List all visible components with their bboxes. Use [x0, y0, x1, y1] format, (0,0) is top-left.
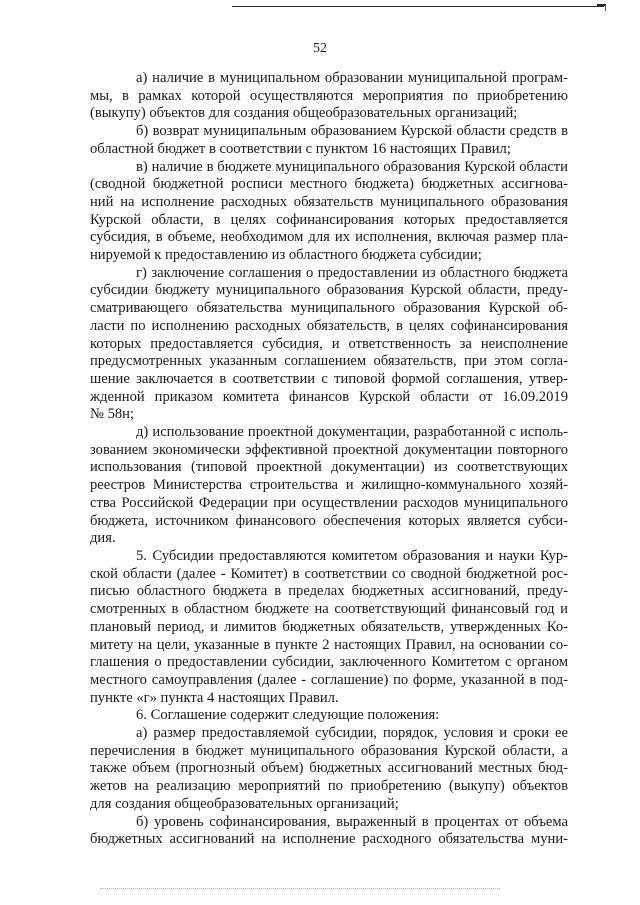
text-line: смотренных в областном бюджете на соответствующий финансовый год и: [90, 601, 568, 618]
text-line: д) использование проектной документации, разработанной с исполь-: [136, 424, 568, 441]
top-rule: [232, 6, 604, 7]
text-line: нируемой к предоставлению из областного бюджета субсидии;: [90, 247, 482, 264]
text-line: б) уровень софинансирования, выраженный в процентах от объема: [136, 813, 568, 830]
text-line: плановый период, и лимитов бюджетных обязательств, утвержденных Ко-: [90, 618, 568, 635]
text-line: зованием экономически эффективной проектной документации повторного: [90, 441, 568, 458]
text-line: г) заключение соглашения о предоставлении из областного бюджета: [136, 264, 568, 281]
text-line: бюджета, источником финансового обеспечения которых является субси-: [90, 512, 568, 529]
text-line: ласти по исполнению расходных обязательств, в целях софинансирования: [90, 317, 568, 334]
text-line: писью областного бюджета в пределах бюджетных ассигнований, преду-: [90, 583, 568, 600]
text-line: № 58н;: [90, 406, 135, 423]
text-line: использования (типовой проектной документации) из соответствующих: [90, 459, 568, 476]
text-line: местного самоуправления (далее - соглашение) по форме, указанной в под-: [90, 671, 568, 688]
text-line: мы, в рамках которой осуществляются мероприятия по приобретению: [90, 87, 568, 104]
text-line: перечисления в бюджет муниципального образования Курской области, а: [90, 742, 568, 759]
document-body: [90, 70, 568, 849]
text-line: для создания общеобразовательных организаций;: [90, 795, 399, 812]
text-line: сматривающего обязательства муниципального образования Курской об-: [90, 300, 568, 317]
text-line: в) наличие в бюджете муниципального образования Курской области: [136, 158, 568, 175]
text-line: шение заключается в соответствии с типовой формой соглашения, утвер-: [90, 370, 568, 387]
text-line: реестров Министерства строительства и жилищно-коммунального хозяй-: [90, 477, 568, 494]
text-line: а) размер предоставляемой субсидии, порядок, условия и сроки ее: [136, 725, 568, 742]
text-line: пункте «г» пункта 4 настоящих Правил.: [90, 689, 339, 706]
scan-artifact-line: [100, 888, 500, 893]
text-line: (сводной бюджетной росписи местного бюджета) бюджетных ассигнова-: [90, 176, 568, 193]
text-line: ства Российской Федерации при осуществлении расходов муниципального: [90, 494, 568, 511]
top-rule-end: [597, 4, 606, 11]
text-line: дия.: [90, 530, 116, 547]
text-line: Курской области, в целях софинансирования которых предоставляется: [90, 211, 568, 228]
text-line: глашения о предоставлении субсидии, заключенного Комитетом с органом: [90, 654, 568, 671]
text-line: 5. Субсидии предоставляются комитетом образования и науки Кур-: [136, 547, 568, 564]
text-line: а) наличие в муниципальном образовании муниципальной програм-: [136, 70, 568, 86]
text-line: ний на исполнение расходных обязательств муниципального образования: [90, 193, 568, 210]
text-line: бюджетных ассигнований на исполнение расходного обязательства муни-: [90, 831, 568, 848]
text-line: субсидии бюджету муниципального образования Курской области, преду-: [90, 282, 568, 299]
text-line: предусмотренных указанным соглашением обязательств, при этом согла-: [90, 353, 568, 370]
text-line: (выкупу) объектов для создания общеобразовательных организаций;: [90, 105, 518, 122]
text-line: жетов на реализацию мероприятий по приобретению (выкупу) объектов: [90, 778, 568, 795]
text-line: субсидия, в объеме, необходимом для их исполнения, включая размер пла-: [90, 229, 568, 246]
text-line: жденной приказом комитета финансов Курской области от 16.09.2019: [90, 388, 568, 405]
text-line: также объем (прогнозный объем) бюджетных ассигнований местных бюд-: [90, 760, 568, 777]
text-line: областной бюджет в соответствии с пунктом 16 настоящих Правил;: [90, 140, 511, 157]
text-line: митету на цели, указанные в пункте 2 настоящих Правил, на основании со-: [90, 636, 568, 653]
text-line: б) возврат муниципальным образованием Курской области средств в: [136, 123, 568, 140]
text-line: которых предоставляется субсидия, и ответственность за неисполнение: [90, 335, 568, 352]
page-number: 52: [313, 41, 327, 56]
text-line: 6. Соглашение содержит следующие положения:: [136, 707, 440, 724]
text-line: ской области (далее - Комитет) в соответствии со сводной бюджетной рос-: [90, 565, 568, 582]
